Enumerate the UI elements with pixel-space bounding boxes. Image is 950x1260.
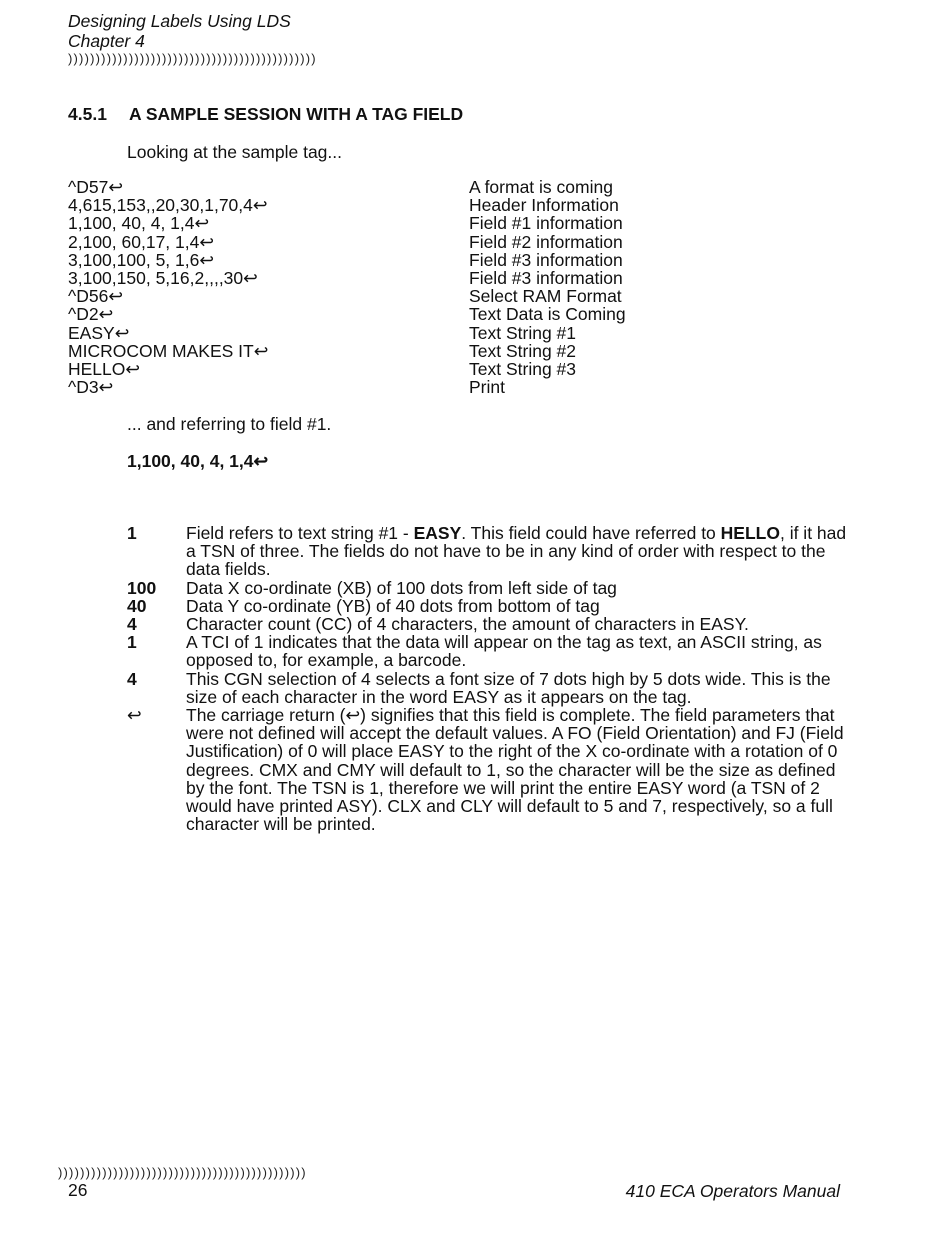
- definition-key: 1: [127, 632, 137, 653]
- header-decoration: ))))))))))))))))))))))))))))))))))))))))))))): [68, 51, 317, 66]
- definition-text: Data Y co-ordinate (YB) of 40 dots from bottom of tag: [186, 595, 600, 616]
- definition-text: Character count (CC) of 4 characters, the amount of characters in EASY.: [186, 614, 749, 635]
- definition-emphasis: HELLO: [720, 523, 780, 543]
- code-description: Field #3 information: [469, 249, 623, 270]
- definition-text: [186, 524, 857, 579]
- code-description: Header Information: [469, 195, 619, 216]
- definition-emphasis: EASY: [413, 523, 462, 543]
- section-title: A SAMPLE SESSION WITH A TAG FIELD: [129, 104, 464, 124]
- definition-key: 40: [127, 595, 147, 616]
- code-line: MICROCOM MAKES IT↩: [68, 340, 269, 361]
- definition-text: A TCI of 1 indicates that the data will appear on the tag as text, an ASCII string, as opposed to, for example, a barcode.: [186, 632, 822, 671]
- section-heading: [68, 104, 463, 125]
- definition-row: [127, 670, 857, 706]
- definition-row: [127, 597, 857, 615]
- definition-row: [127, 524, 857, 579]
- footer-manual-title: 410 ECA Operators Manual: [625, 1181, 840, 1201]
- code-listing: [68, 178, 268, 396]
- code-description: Field #2 information: [469, 231, 623, 252]
- definition-text: Data X co-ordinate (XB) of 100 dots from left side of tag: [186, 577, 617, 598]
- definition-text-part: . This field could have referred to: [461, 523, 721, 543]
- section-number: 4.5.1: [68, 104, 107, 124]
- definition-text: This CGN selection of 4 selects a font size of 7 dots high by 5 dots wide. This is the size of each character in the word EASY as it appears on the tag.: [186, 668, 831, 707]
- page-number: 26: [68, 1180, 88, 1200]
- refer-text: ... and referring to field #1.: [127, 414, 332, 434]
- code-line: 2,100, 60,17, 1,4↩: [68, 231, 215, 252]
- code-line: ^D3↩: [68, 377, 114, 398]
- intro-text: Looking at the sample tag...: [127, 142, 342, 162]
- parameter-definitions: [127, 524, 857, 833]
- code-line: 3,100,150, 5,16,2,,,,30↩: [68, 267, 258, 288]
- definition-text-part: , if it had a TSN of three. The fields do not have to be in any kind of order with respect to the data fields.: [186, 523, 847, 580]
- definition-text-part: Field refers to text string #1 -: [186, 523, 414, 543]
- definition-key: 4: [127, 668, 137, 689]
- code-description: A format is coming: [469, 177, 613, 197]
- code-description: Select RAM Format: [469, 286, 622, 307]
- definition-row: [127, 579, 857, 597]
- code-line: EASY↩: [68, 322, 130, 343]
- code-description: Text Data is Coming: [469, 304, 626, 325]
- header-chapter: Chapter 4: [68, 31, 145, 51]
- code-description: Field #3 information: [469, 267, 623, 288]
- definition-key: 100: [127, 577, 157, 598]
- definition-key: 1: [127, 523, 137, 543]
- code-description: Field #1 information: [469, 213, 623, 234]
- definition-row: [127, 706, 857, 833]
- code-descriptions: [469, 178, 626, 396]
- code-description: Text String #1: [469, 322, 576, 343]
- code-line: ^D2↩: [68, 304, 114, 325]
- code-description: Text String #3: [469, 358, 576, 379]
- code-line: 1,100, 40, 4, 1,4↩: [68, 213, 210, 234]
- code-line: 4,615,153,,20,30,1,70,4↩: [68, 195, 268, 216]
- code-description: Text String #2: [469, 340, 576, 361]
- carriage-return-icon: ↩: [127, 705, 142, 726]
- code-line: 3,100,100, 5, 1,6↩: [68, 249, 215, 270]
- header-title: Designing Labels Using LDS: [68, 11, 291, 31]
- code-line: ^D56↩: [68, 286, 123, 307]
- definition-row: [127, 615, 857, 633]
- footer-decoration: ))))))))))))))))))))))))))))))))))))))))))))): [58, 1165, 307, 1180]
- code-line: ^D57↩: [68, 177, 123, 197]
- definition-key: 4: [127, 614, 137, 635]
- code-line: HELLO↩: [68, 358, 141, 379]
- field-definition-line: 1,100, 40, 4, 1,4↩: [127, 451, 269, 471]
- definition-text: The carriage return (↩) signifies that this field is complete. The field parameters that were not defined will accept the default values. A FO (Field Orientation) and FJ (Field Justification) of 0 will place EASY to the right of the X co-ordinate with a rotation of 0 degrees. CMX and CMY will default to 1, so the character will be the size as defined by the font. The TSN is 1, therefore we will print the entire EASY word (a TSN of 2 would have printed ASY). CLX and CLY will default to 5 and 7, respectively, so a full character will be printed.: [186, 705, 844, 835]
- code-description: Print: [469, 377, 505, 398]
- definition-row: [127, 633, 857, 669]
